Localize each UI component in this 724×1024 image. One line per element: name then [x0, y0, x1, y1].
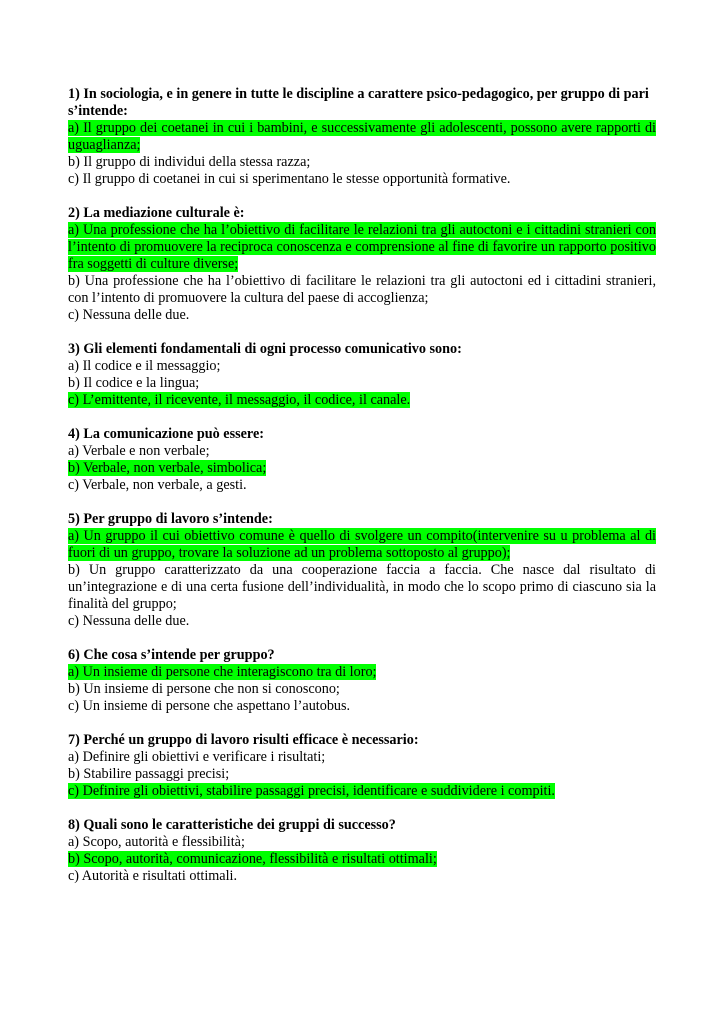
answer-option: c) Autorità e risultati ottimali. — [68, 868, 238, 884]
highlighted-answer: c) L’emittente, il ricevente, il messaggio, il codice, il canale. — [68, 392, 411, 408]
answer-option-correct — [68, 460, 656, 477]
answer-option-correct — [68, 783, 656, 800]
answer-option: a) Definire gli obiettivi e verificare i risultati; — [68, 749, 326, 765]
highlighted-answer: a) Un gruppo il cui obiettivo comune è quello di svolgere un compito(intervenire su u problema al di fuori di un gruppo, trovare la soluzione ad un problema sottoposto al gruppo); — [68, 528, 656, 561]
answer-option-correct — [68, 851, 656, 868]
answer-option: b) Un gruppo caratterizzato da una cooperazione faccia a faccia. Che nasce dal risultato di un’integrazione e di una certa fusione dell’individualità, in modo che lo scopo primo di ciascuno sia la finalità del gruppo; — [68, 562, 656, 612]
question-7 — [68, 732, 656, 800]
answer-option-correct — [68, 120, 656, 154]
question-title: 3) Gli elementi fondamentali di ogni processo comunicativo sono: — [68, 341, 462, 357]
question-6 — [68, 647, 656, 715]
question-title: 7) Perché un gruppo di lavoro risulti efficace è necessario: — [68, 732, 419, 748]
answer-option: a) Verbale e non verbale; — [68, 443, 210, 459]
question-title: 8) Quali sono le caratteristiche dei gruppi di successo? — [68, 817, 396, 833]
question-title: 4) La comunicazione può essere: — [68, 426, 264, 442]
highlighted-answer: c) Definire gli obiettivi, stabilire passaggi precisi, identificare e suddividere i compiti. — [68, 783, 555, 799]
answer-option-correct — [68, 222, 656, 273]
answer-option: b) Stabilire passaggi precisi; — [68, 766, 230, 782]
question-title: 1) In sociologia, e in genere in tutte le discipline a carattere psico-pedagogico, per gruppo di pari s’intende: — [68, 86, 649, 119]
answer-option-correct — [68, 664, 656, 681]
highlighted-answer: a) Una professione che ha l’obiettivo di facilitare le relazioni tra gli autoctoni e i cittadini stranieri con l’intento di promuovere la reciproca conoscenza e comprensione al fine di favorire un rapporto positivo fra soggetti di culture diverse; — [68, 222, 656, 272]
question-3 — [68, 341, 656, 409]
answer-option: c) Il gruppo di coetanei in cui si sperimentano le stesse opportunità formative. — [68, 171, 511, 187]
question-4 — [68, 426, 656, 494]
quiz-document — [68, 86, 656, 902]
answer-option: c) Verbale, non verbale, a gesti. — [68, 477, 247, 493]
answer-option: b) Un insieme di persone che non si conoscono; — [68, 681, 340, 697]
answer-option-correct — [68, 528, 656, 562]
answer-option: b) Il codice e la lingua; — [68, 375, 200, 391]
answer-option: b) Il gruppo di individui della stessa razza; — [68, 154, 311, 170]
question-2 — [68, 205, 656, 324]
question-1 — [68, 86, 656, 188]
answer-option: c) Nessuna delle due. — [68, 613, 190, 629]
answer-option: b) Una professione che ha l’obiettivo di facilitare le relazioni tra gli autoctoni ed i cittadini stranieri, con l’intento di promuovere la cultura del paese di accoglienza; — [68, 273, 656, 306]
question-8 — [68, 817, 656, 885]
answer-option: a) Scopo, autorità e flessibilità; — [68, 834, 245, 850]
highlighted-answer: b) Scopo, autorità, comunicazione, flessibilità e risultati ottimali; — [68, 851, 437, 867]
answer-option-correct — [68, 392, 656, 409]
question-5 — [68, 511, 656, 630]
highlighted-answer: a) Un insieme di persone che interagiscono tra di loro; — [68, 664, 377, 680]
question-title: 6) Che cosa s’intende per gruppo? — [68, 647, 275, 663]
question-title: 5) Per gruppo di lavoro s’intende: — [68, 511, 273, 527]
question-title: 2) La mediazione culturale è: — [68, 205, 245, 221]
highlighted-answer: a) Il gruppo dei coetanei in cui i bambini, e successivamente gli adolescenti, possono avere rapporti di uguaglianza; — [68, 120, 656, 153]
answer-option: c) Nessuna delle due. — [68, 307, 190, 323]
highlighted-answer: b) Verbale, non verbale, simbolica; — [68, 460, 267, 476]
answer-option: a) Il codice e il messaggio; — [68, 358, 221, 374]
answer-option: c) Un insieme di persone che aspettano l’autobus. — [68, 698, 351, 714]
